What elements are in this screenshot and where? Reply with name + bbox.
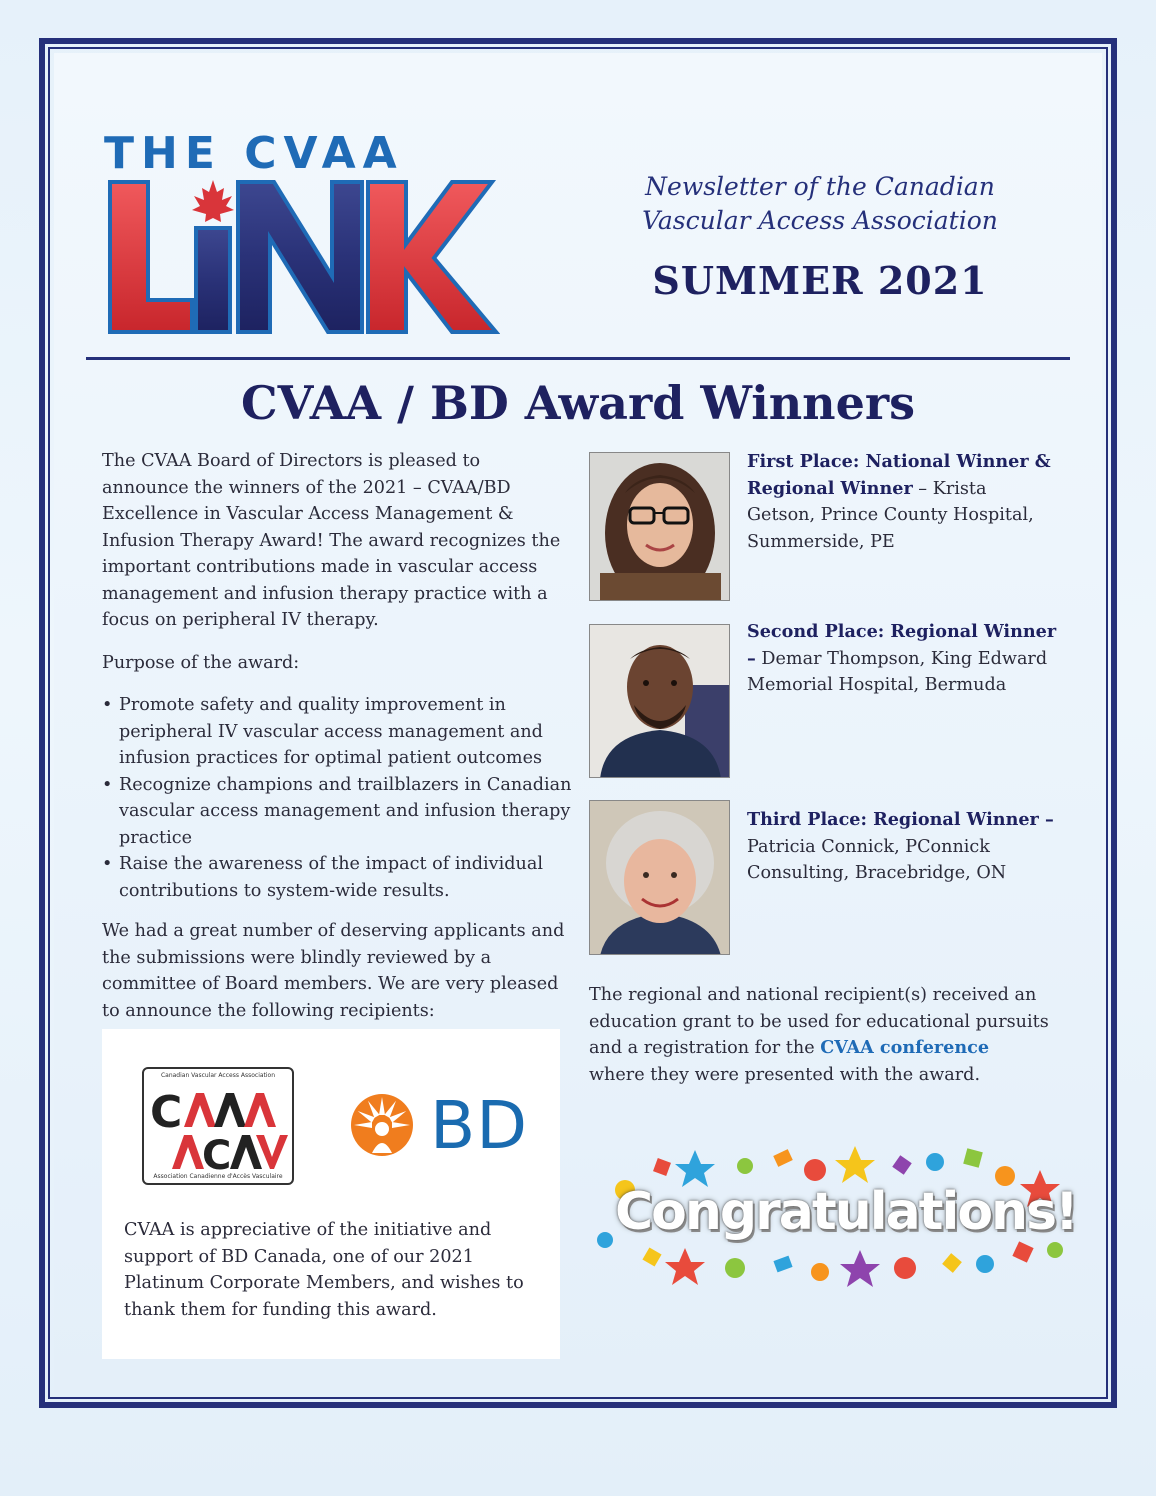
winner-first-place-title: First Place: National Winner & Regional Winner bbox=[747, 451, 1051, 499]
portrait-woman-gray-hair-image bbox=[590, 801, 730, 955]
badge-bottom-text: Association Canadienne d'Accès Vasculaire bbox=[153, 1173, 283, 1180]
grant-text-before: The regional and national recipient(s) received an education grant to be used for educational pursuits and a registration for the bbox=[589, 985, 1049, 1058]
winner-photo-demar bbox=[589, 624, 730, 778]
portrait-woman-glasses-image bbox=[590, 453, 730, 601]
winner-third-place-title: Third Place: Regional Winner – bbox=[747, 809, 1054, 830]
sponsor-box bbox=[102, 1029, 560, 1359]
masthead-subtitle bbox=[610, 170, 1030, 238]
review-paragraph: We had a great number of deserving applicants and the submissions were blindly reviewed by a committee of Board members. We are very pleased to announce the following recipients: bbox=[102, 921, 565, 1021]
winner-second-place-details: Demar Thompson, King Edward Memorial Hospital, Bermuda bbox=[747, 648, 1048, 695]
badge-top-text: Canadian Vascular Access Association bbox=[160, 1072, 276, 1079]
purpose-title: Purpose of the award: bbox=[102, 652, 300, 673]
winner-second-place bbox=[747, 619, 1057, 699]
logo-top-text: THE CVAA bbox=[104, 128, 404, 179]
list-item: • Raise the awareness of the impact of individual contributions to system-wide results. bbox=[102, 851, 572, 904]
list-item: • Promote safety and quality improvement in peripheral IV vascular access management and infusion practices for optimal patient outcomes bbox=[102, 692, 572, 772]
masthead-subtitle-line2: Vascular Access Association bbox=[642, 206, 998, 235]
sponsor-thanks-text: CVAA is appreciative of the initiative and support of BD Canada, one of our 2021 Platinum Corporate Members, and wishes to thank them for funding this award. bbox=[124, 1220, 524, 1320]
masthead-subtitle-line1: Newsletter of the Canadian bbox=[645, 172, 995, 201]
cvaa-monogram-icon bbox=[144, 1069, 292, 1183]
left-column bbox=[102, 448, 572, 1040]
issue-date: SUMMER 2021 bbox=[652, 258, 988, 303]
purpose-list bbox=[102, 692, 572, 904]
header-divider bbox=[86, 357, 1070, 360]
svg-text:C: C bbox=[150, 1087, 183, 1138]
grant-text-after: where they were presented with the award. bbox=[589, 1064, 981, 1085]
congratulations-text: Congratulations! bbox=[615, 1182, 1077, 1242]
bd-logo-text: BD bbox=[430, 1087, 529, 1164]
grant-paragraph bbox=[589, 982, 1049, 1088]
winner-first-place-details: – Krista Getson, Prince County Hospital, Summerside, PE bbox=[747, 478, 1034, 552]
winner-photo-patricia bbox=[589, 800, 730, 955]
winner-second-place-title: Second Place: Regional Winner – bbox=[747, 621, 1057, 669]
bd-logo bbox=[348, 1085, 528, 1165]
list-item: • Recognize champions and trailblazers in Canadian vascular access management and infusion therapy practice bbox=[102, 772, 572, 852]
congratulations-graphic bbox=[585, 1140, 1075, 1290]
cvaa-conference-link[interactable]: CVAA conference bbox=[820, 1037, 990, 1058]
winner-third-place bbox=[747, 807, 1057, 887]
winner-first-place bbox=[747, 449, 1057, 555]
intro-paragraph: The CVAA Board of Directors is pleased to announce the winners of the 2021 – CVAA/BD Excellence in Vascular Access Management & Infusion Therapy Award! The award recognizes the important contributions made in vascular access management and infusion therapy practice with a focus on peripheral IV therapy. bbox=[102, 451, 561, 630]
newsletter-logo bbox=[100, 128, 500, 343]
cvaa-acav-logo bbox=[142, 1067, 294, 1185]
svg-text:C: C bbox=[202, 1133, 232, 1179]
logo-link-wordmark bbox=[100, 172, 500, 342]
portrait-man-image bbox=[590, 625, 730, 778]
article-headline: CVAA / BD Award Winners bbox=[241, 376, 915, 430]
winner-third-place-details: Patricia Connick, PConnick Consulting, Bracebridge, ON bbox=[747, 836, 1007, 883]
winner-photo-krista bbox=[589, 452, 730, 601]
